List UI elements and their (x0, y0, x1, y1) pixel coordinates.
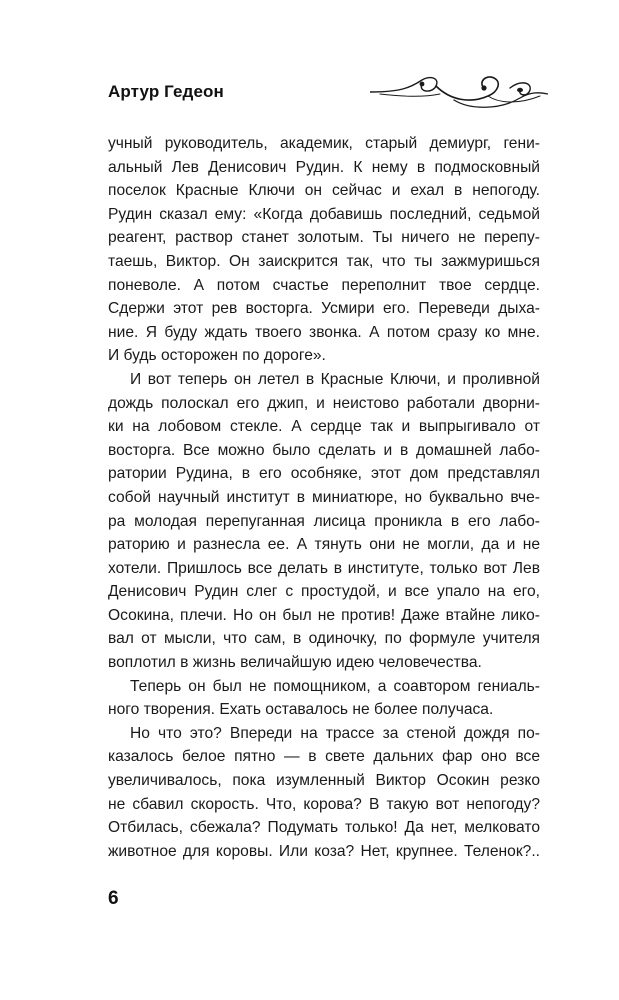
text-line: Осокина, плечи. Но он был не против! Даже втайне лико- (108, 606, 540, 624)
text-line: ного творения. Ехать оставалось не более получаса. (108, 701, 494, 719)
text-line: Отбилась, сбежала? Подумать только! Да нет, мелковато (108, 819, 540, 837)
text-line: животное для коровы. Или коза? Нет, крупнее. Теленок?.. (108, 842, 540, 860)
text-line: таешь, Виктор. Он заискрится так, что ты зажмуришься (108, 252, 540, 270)
text-line: казалось белое пятно — в свете дальних фар оно все (108, 748, 540, 766)
text-line: вал от мысли, что сам, в одиночку, по формуле учителя (108, 630, 540, 648)
text-line: восторга. Все можно было сделать и в домашней лабо- (108, 441, 540, 459)
text-line: Рудин сказал ему: «Когда добавишь последний, седьмой (108, 205, 540, 223)
page-number: 6 (108, 888, 119, 909)
author-name: Артур Гедеон (108, 82, 224, 101)
text-line: И будь осторожен по дороге». (108, 347, 326, 365)
body-text (108, 132, 540, 863)
text-line: И вот теперь он летел в Красные Ключи, и проливной (130, 370, 540, 388)
text-line: дождь полоскал его джип, и неистово работали дворни- (108, 394, 540, 412)
text-line: альный Лев Денисович Рудин. К нему в подмосковный (108, 158, 540, 176)
text-line: Сдержи этот рев восторга. Усмири его. Переведи дыха- (108, 300, 540, 318)
text-line: увеличивалось, пока изумленный Виктор Осокин резко (108, 772, 540, 790)
text-line: поневоле. А потом счастье переполнит твое сердце. (108, 276, 540, 294)
decorative-swirl-ornament-icon (370, 70, 548, 120)
text-line: не сбавил скорость. Что, корова? В такую вот непогоду? (108, 795, 540, 813)
text-line: воплотил в жизнь величайшую идею человечества. (108, 654, 482, 672)
text-line: реагент, раствор станет золотым. Ты ничего не перепу- (108, 229, 540, 247)
text-line: поселок Красные Ключи он сейчас и ехал в непогоду. (108, 182, 540, 200)
text-line: ние. Я буду ждать твоего звонка. А потом сразу ко мне. (108, 323, 540, 341)
text-line: раторию и разнесла ее. А тянуть они не могли, да и не (108, 536, 540, 554)
text-line: ра молодая перепуганная лисица проникла в его лабо- (108, 512, 540, 530)
text-line: хотели. Пришлось все делать в институте, только вот Лев (108, 559, 540, 577)
text-line: Теперь он был не помощником, а соавтором гениаль- (130, 677, 540, 695)
text-line: учный руководитель, академик, старый демиург, гени- (108, 135, 540, 152)
text-line: собой научный институт в миниатюре, но буквально вче- (108, 488, 540, 506)
text-line: ратории Рудина, в его особняке, этот дом представлял (108, 465, 540, 483)
text-line: Денисович Рудин слег с простудой, и все упало на его, (108, 583, 540, 601)
text-line: Но что это? Впереди на трассе за стеной дождя по- (130, 724, 540, 742)
running-header (108, 70, 548, 130)
text-line: ки на лобовом стекле. А сердце так и выпрыгивало от (108, 418, 540, 436)
